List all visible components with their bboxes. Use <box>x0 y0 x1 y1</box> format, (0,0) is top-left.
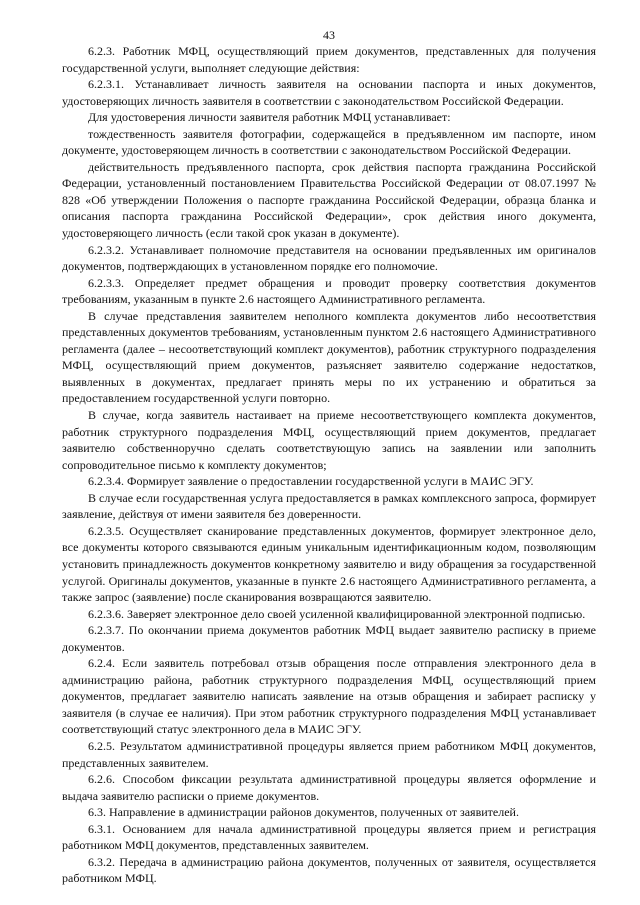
paragraph-6-2-6: 6.2.6. Способом фиксации результата административной процедуры является оформление и выдача заявителю расписки о приеме документов. <box>62 772 596 803</box>
paragraph-passport-validity: действительность предъявленного паспорта, срок действия паспорта гражданина Российской Федерации, установленный постановлением Правительства Российской Федерации от 08.07.1997 № 828 «Об утверждении Положения о паспорте гражданина Российской Федерации, образца бланка и описания паспорта гражданина Российской Федерации», срок действия иного документа, удостоверяющего личность (если такой срок указан в документе). <box>62 159 596 241</box>
paragraph-6-3-1: 6.3.1. Основанием для начала административной процедуры является прием и регистрация работником МФЦ документов, представленных заявителем. <box>62 821 596 853</box>
paragraph-6-2-3-2: 6.2.3.2. Устанавливает полномочие представителя на основании предъявленных им оригиналов документов, подтверждающих в установленном порядке его полномочие. <box>62 242 596 274</box>
paragraph-identity-intro: Для удостоверения личности заявителя работник МФЦ устанавливает: <box>88 110 451 125</box>
paragraph-6-2-3: 6.2.3. Работник МФЦ, осуществляющий прием документов, представленных для получения государственной услуги, выполняет следующие действия: <box>62 44 596 75</box>
paragraph-6-2-3-4: 6.2.3.4. Формирует заявление о предоставлении государственной услуги в МАИС ЭГУ. <box>88 474 534 489</box>
paragraph-6-2-5: 6.2.5. Результатом административной процедуры является прием работником МФЦ документов, представленных заявителем. <box>62 738 596 770</box>
paragraph-incomplete-documents: В случае представления заявителем неполного комплекта документов либо несоответствия представленных документов требованиям, установленным пунктом 2.6 настоящего Административного регламента (далее – несоответствующий комплект документов), работник структурного подразделения МФЦ, осуществляющий прием документов, разъясняет заявителю содержание недостатков, выявленных в документах, предлагает принять меры по их устранению и обратиться за предоставлением государственной услуги повторно. <box>62 308 596 406</box>
paragraph-6-2-3-7: 6.2.3.7. По окончании приема документов работник МФЦ выдает заявителю расписку в приеме документов. <box>62 623 596 654</box>
paragraph-6-3-2: 6.3.2. Передача в администрацию района документов, полученных от заявителя, осуществляется работником МФЦ. <box>62 854 596 886</box>
paragraph-6-2-4: 6.2.4. Если заявитель потребовал отзыв обращения после отправления электронного дела в администрацию района, работник структурного подразделения МФЦ, осуществляющий прием документов, предлагает заявителю написать заявление на отзыв обращения и забирает расписку у заявителя (в случае ее наличия). При этом работник структурного подразделения МФЦ устанавливает соответствующий статус электронного дела в МАИС ЭГУ. <box>62 656 596 737</box>
paragraph-6-3: 6.3. Направление в администрации районов документов, полученных от заявителей. <box>88 805 519 820</box>
document-page <box>62 28 596 898</box>
paragraph-6-2-3-5: 6.2.3.5. Осуществляет сканирование представленных документов, формирует электронное дело, все документы которого связываются единым уникальным идентификационным кодом, позволяющим установить принадлежность документов конкретному заявителю и виду обращения за государственной услугой. Оригиналы документов, указанные в пункте 2.6 настоящего Административного регламента, а также запрос (заявление) после сканирования возвращаются заявителю. <box>62 523 596 605</box>
paragraph-6-2-3-6: 6.2.3.6. Заверяет электронное дело своей усиленной квалифицированной электронной подписью. <box>88 606 586 621</box>
paragraph-6-2-3-1: 6.2.3.1. Устанавливает личность заявителя на основании паспорта и иных документов, удостоверяющих личность заявителя в соответствии с законодательством Российской Федерации. <box>62 77 596 108</box>
paragraph-applicant-insists: В случае, когда заявитель настаивает на приеме несоответствующего комплекта документов, работник структурного подразделения МФЦ, осуществляющий прием документов, предлагает заявителю собственноручно сделать соответствующую запись на заявлении или заполнить сопроводительное письмо к комплекту документов; <box>62 408 596 472</box>
page-number: 43 <box>323 28 335 42</box>
paragraph-identity-photo: тождественность заявителя фотографии, содержащейся в предъявленном им паспорте, ином документе, удостоверяющем личность в соответствии с законодательством Российской Федерации. <box>62 126 596 158</box>
paragraph-complex-request: В случае если государственная услуга предоставляется в рамках комплексного запроса, формирует заявление, действуя от имени заявителя без доверенности. <box>62 490 596 522</box>
paragraph-6-2-3-3: 6.2.3.3. Определяет предмет обращения и проводит проверку соответствия документов требованиям, указанным в пункте 2.6 настоящего Административного регламента. <box>62 275 596 307</box>
